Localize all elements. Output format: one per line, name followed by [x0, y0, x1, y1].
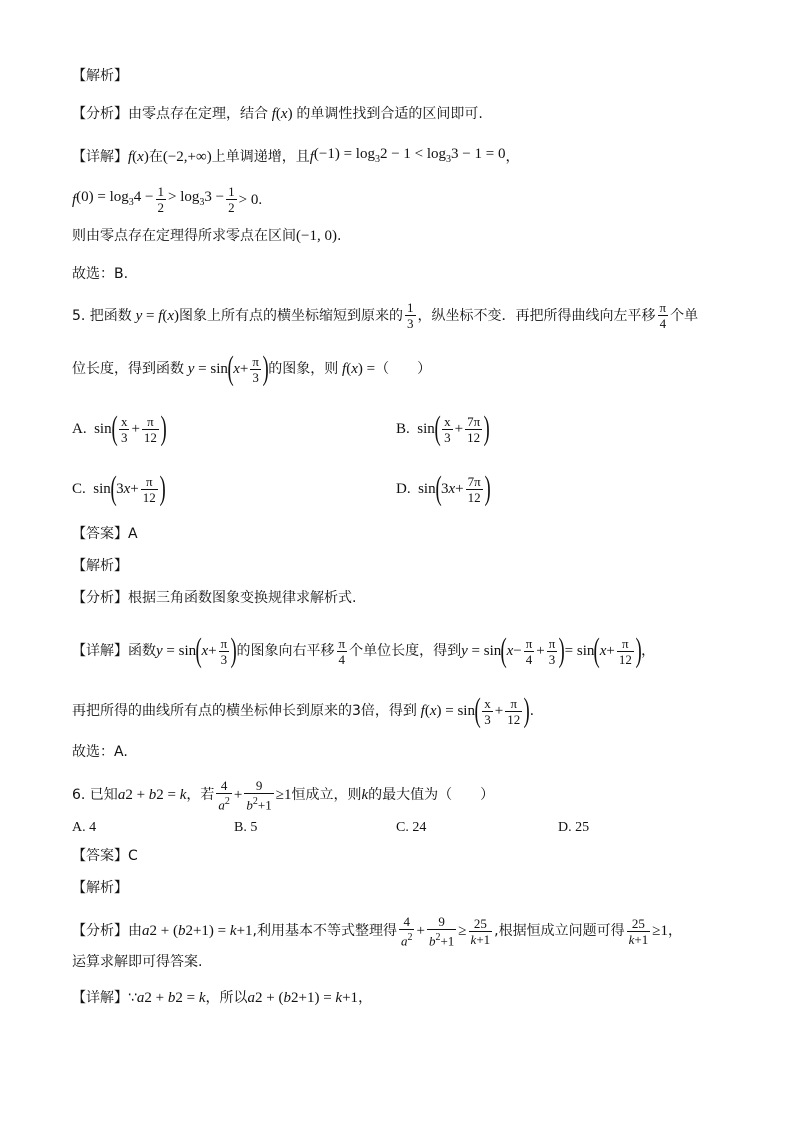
xiangjie-1: 【详解】 f ( x ) 在 (−2,+∞) 上单调递增，且 f $(-1) = \log_32 - 1 < \log_33 - 1 = 0$ ， [72, 146, 520, 165]
conclusion-1: 则由零点存在定理得所求零点在区间 (−1, 0) . [72, 228, 342, 244]
jiexi-label-1: 【解析】 [72, 68, 128, 84]
option-b: B. sin ( $\frac{x}{3}$ + $\frac{7\pi}{12}$ ) [396, 410, 490, 447]
fenxi-2: 【分析】根据三角函数图象变换规律求解析式. [72, 590, 357, 606]
q6-option-d: D. 25 [558, 820, 590, 835]
select-1: 故选：B. [72, 266, 129, 282]
xiangjie-1-line2: f $(0) = \log_34$ − $\frac{1}{2}$ > $\log_33$ − $\frac{1}{2}$ > 0. [72, 184, 263, 215]
q6-option-a: A. 4 [72, 820, 97, 835]
answer-5: 【答案】A [72, 526, 138, 542]
xiangjie-2: 【详解】函数 y = sin ( x + $\frac{\pi}{3}$ ) 的图象向右平移 $\frac{\pi}{4}$ 个单位长度，得到 y = sin ( x − $\frac{\pi}{4}$ + $\frac{\pi}{3}$ ) = sin ( x + $\frac{\pi}{12}$ ) ， [72, 632, 656, 669]
question-5: 5. 把函数 y = f ( x ) 图象上所有点的横坐标缩短到原来的 $\frac{1}{3}$ ，纵坐标不变．再把所得曲线向左平移 $\frac{\pi}{4}$ 个单 [72, 300, 699, 331]
xiangjie-2-line2: 再把所得的曲线所有点的横坐标伸长到原来的3倍，得到 f ( x ) = sin ( $\frac{x}{3}$ + $\frac{\pi}{12}$ ) . [72, 692, 535, 729]
question-6: 6. 已知 a 2 + b 2 = k ，若 $\frac{4}{a^2}$ + $\frac{9}{b^2+1}$ ≥1 恒成立，则 k 的最大值为（ ） [72, 778, 495, 813]
q6-option-b: B. 5 [234, 820, 258, 835]
jiexi-label-3: 【解析】 [72, 880, 128, 896]
select-5: 故选：A. [72, 744, 128, 760]
option-d: D. sin ( 3 x + $\frac{7\pi}{12}$ ) [396, 470, 491, 507]
jiexi-label-2: 【解析】 [72, 558, 128, 574]
fenxi-1: 【分析】由零点存在定理，结合 f ( x ) 的单调性找到合适的区间即可. [72, 106, 483, 122]
option-a: A. sin ( $\frac{x}{3}$ + $\frac{\pi}{12}$ ) [72, 410, 167, 447]
answer-6: 【答案】C [72, 848, 138, 864]
xiangjie-3: 【详解】∵ a 2 + b 2 = k ，所以 a 2 + ( b 2 +1) = k +1 ， [72, 990, 373, 1006]
q6-option-c: C. 24 [396, 820, 427, 835]
option-c: C. sin ( 3 x + $\frac{\pi}{12}$ ) [72, 470, 166, 507]
fenxi-3: 【分析】由 a 2 + ( b 2 +1) = k +1 ,利用基本不等式整理得 $\frac{4}{a^2}$ + $\frac{9}{b^2+1}$ ≥ $\frac{25}{k+1}$ ,根据恒成立问题可得 $\frac{25}{k+1}$ ≥1 ， [72, 914, 682, 949]
question-5-line2: 位长度，得到函数 y = sin ( x + $\frac{\pi}{3}$ ) 的图象，则 f ( x ) = （ ） [72, 350, 432, 387]
fenxi-3-line2: 运算求解即可得答案. [72, 954, 203, 970]
